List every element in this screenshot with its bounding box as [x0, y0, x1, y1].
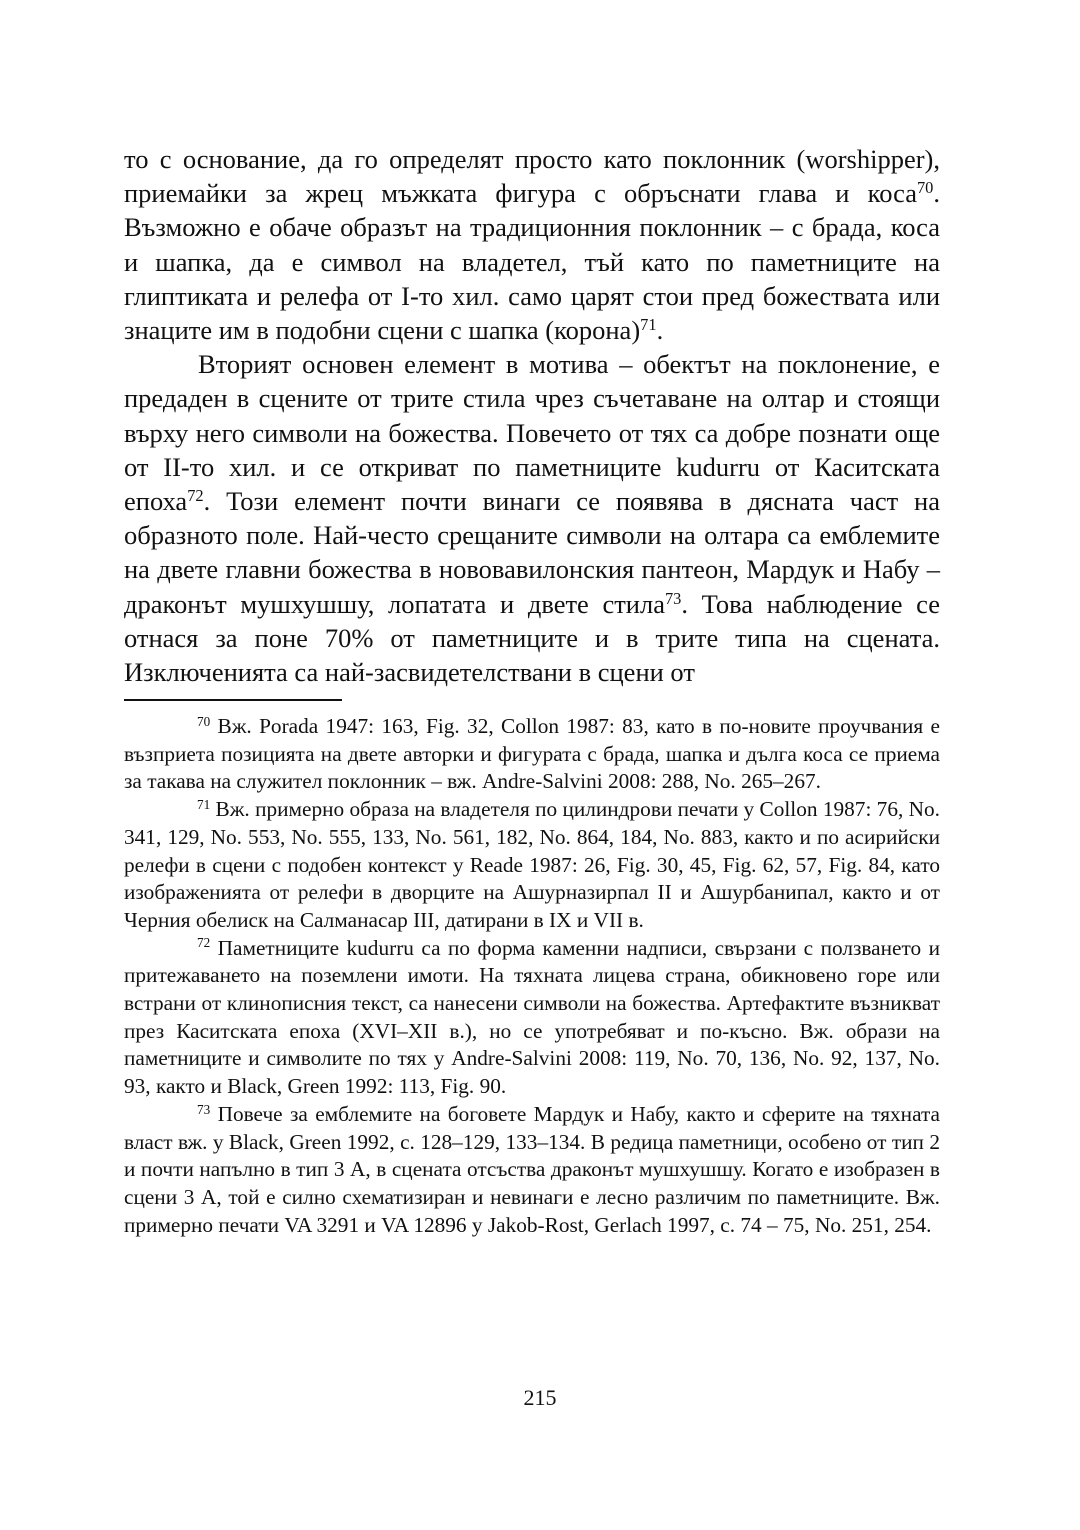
footnote-text: Паметниците kudurru са по форма каменни надписи, свързани с ползването и притежаването на поземлени имоти. На тяхната лицева страна, обикновено горе или встрани от клинописния текст, са нанесени символи на божества. Артефактите възникват през Каситската епоха (XVI–XII в.), но се употребяват и по-късно. Вж. образи на паметниците и символите по тях у Andre-Salvini 2008: 119, No. 70, 136, No. 92, 137, No. 93, както и Black, Green 1992: 113, Fig. 90. [124, 935, 940, 1099]
footnote-number: 70 [197, 713, 211, 729]
footnote-ref-73[interactable]: 73 [664, 588, 682, 608]
page-number: 215 [523, 1385, 557, 1410]
paragraph-1-text-b: . Възможно е обаче образът на традиционния поклонник – с брада, коса и шапка, да е символ на владетел, тъй като по паметниците на глиптиката и релефа от I-то хил. само царят стои пред божествата или знаците им в подобни сцени с шапка (корона) [124, 178, 940, 346]
paragraph-2-text-b: . Този елемент почти винаги се появява в дясната част на образното поле. Най-често срещаните символи на олтара са емблемите на двете главни божества в нововавилонския пантеон, Мардук и Набу – драконът мушхушшу, лопатата и двете стила [124, 486, 940, 619]
footnote-ref-70[interactable]: 70 [916, 178, 934, 198]
paragraph-1 [124, 142, 940, 347]
footnote-separator [124, 699, 342, 701]
footnote-72 [124, 935, 940, 1101]
footnote-number: 73 [197, 1101, 211, 1117]
footnote-ref-71[interactable]: 71 [640, 314, 657, 334]
footnote-number: 71 [197, 796, 211, 812]
paragraph-1-text-c: . [656, 315, 664, 346]
footnote-ref-72[interactable]: 72 [187, 486, 204, 505]
footnote-number: 72 [197, 935, 211, 951]
main-body-text [124, 142, 940, 689]
footnote-text: Повече за емблемите на боговете Мардук и Набу, както и сферите на тяхната власт вж. у Black, Green 1992, с. 128–129, 133–134. В редица паметници, особено от тип 2 и почти напълно в тип 3 A, в сцената отсъства драконът мушхушшу. Когато е изобразен в сцени 3 A, той е силно схематизиран и невинаги е лесно различим по паметниците. Вж. примерно печати VA 3291 и VA 12896 у Jakob-Rost, Gerlach 1997, с. 74 – 75, No. 251, 254. [124, 1101, 940, 1237]
paragraph-2 [124, 347, 940, 689]
footnote-73 [124, 1101, 940, 1240]
paragraph-1-text-a: то с основание, да го определят просто като поклонник (worshipper), приемайки за жрец мъжката фигура с обръснати глава и коса [124, 144, 940, 209]
footnote-text: Вж. Porada 1947: 163, Fig. 32, Collon 1987: 83, като в по-новите проучвания е възприета позицията на двете авторки и фигурата с брада, шапка и дълга коса се приема за такава на служител поклонник – вж. Andre-Salvini 2008: 288, No. 265–267. [124, 714, 940, 794]
paragraph-2-text-a: Вторият основен елемент в мотива – обектът на поклонение, е предаден в сцените от трите стила чрез съчетаване на олтар и стоящи върху него символи на божества. Повечето от тях са добре познати още от II-то хил. и се откриват по паметниците kudurru от Каситската епоха [124, 349, 940, 517]
footnote-70 [124, 713, 940, 796]
footnotes-section [124, 713, 940, 1239]
footnote-71 [124, 796, 940, 935]
paragraph-2-text-c: . Това наблюдение се отнася за поне 70% от паметниците и в трите типа на сцената. Изключенията са най-засвидетелствани в сцени от [124, 588, 940, 688]
footnote-text: Вж. примерно образа на владетеля по цилиндрови печати у Collon 1987: 76, No. 341, 129, No. 553, No. 555, 133, No. 561, 182, No. 864, 184, No. 883, както и по асирийски релефи в сцени с подобен контекст у Reade 1987: 26, Fig. 30, 45, Fig. 62, 57, Fig. 84, като изображенията от релефи в дворците на Ашурназирпал II и Ашурбанипал, както и от Черния обелиск на Салманасар III, датирани в IX и VII в. [124, 797, 940, 932]
